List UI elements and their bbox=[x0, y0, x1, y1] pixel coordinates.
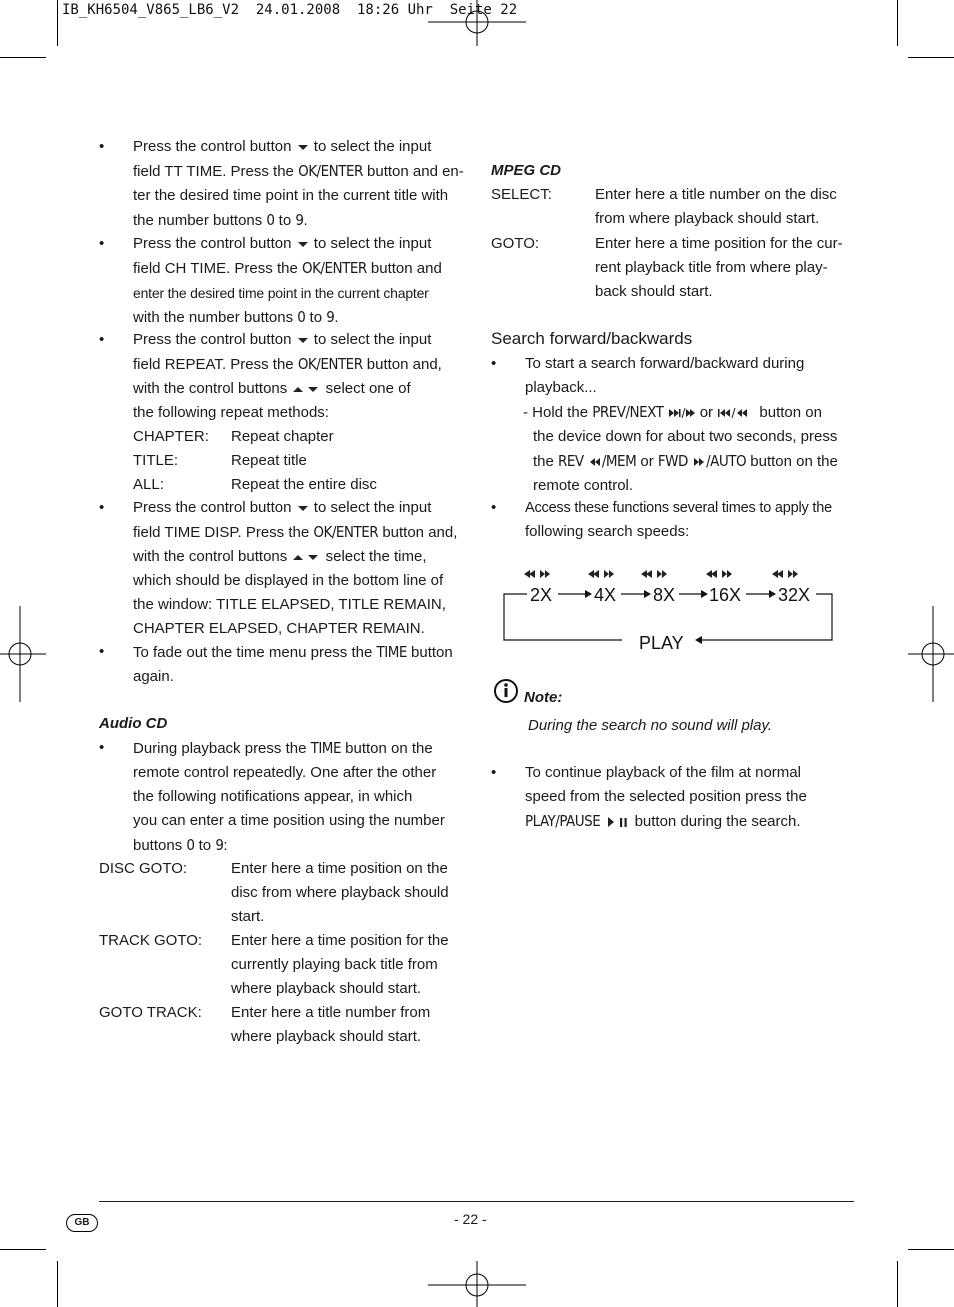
text: Access these functions several times to apply the bbox=[525, 500, 832, 516]
speed-label: 8X bbox=[653, 585, 676, 605]
text: or bbox=[695, 404, 718, 421]
speed-label: 32X bbox=[778, 585, 811, 605]
play-pause-icon bbox=[604, 816, 630, 828]
key-label: TIME bbox=[310, 739, 341, 757]
text: field bbox=[133, 524, 165, 541]
bullet-icon: • bbox=[491, 764, 497, 781]
text: To fade out the time menu press the bbox=[133, 644, 377, 661]
text: . Press the bbox=[226, 260, 302, 277]
desc: disc from where playback should bbox=[231, 884, 449, 901]
desc: where playback should start. bbox=[231, 1028, 422, 1045]
keyword: REPEAT bbox=[164, 356, 222, 373]
registration-mark-bottom bbox=[426, 1261, 528, 1307]
print-header: IB_KH6504_V865_LB6_V2 24.01.2008 18:26 Uhr Seite 22 bbox=[62, 2, 518, 18]
page-number: - 22 - bbox=[454, 1211, 487, 1227]
key-label: OK/ENTER bbox=[313, 523, 379, 541]
text: the bbox=[533, 453, 559, 470]
country-badge: GB bbox=[66, 1214, 98, 1232]
keyword: TITLE ELAPSED bbox=[216, 596, 331, 613]
def-title: TITLE: Repeat title bbox=[133, 452, 307, 469]
key-label: 0 bbox=[266, 211, 275, 229]
desc: Enter here a time position for the cur- bbox=[595, 235, 843, 252]
text: the following repeat methods: bbox=[133, 404, 329, 421]
desc: back should start. bbox=[595, 283, 713, 300]
text: the number buttons bbox=[133, 212, 267, 229]
key-label: FWD bbox=[657, 452, 688, 470]
key-label: PLAY/PAUSE bbox=[525, 812, 601, 830]
text: , bbox=[441, 596, 446, 613]
mpeg-cd-heading: MPEG CD bbox=[491, 162, 562, 179]
keyword: TT TIME bbox=[164, 163, 223, 180]
play-label: PLAY bbox=[639, 633, 684, 653]
text: to bbox=[274, 212, 296, 229]
text: to select the input bbox=[313, 331, 432, 348]
fast-forward-icon bbox=[692, 456, 706, 468]
registration-mark-right bbox=[908, 606, 954, 702]
text: button and bbox=[366, 260, 442, 277]
search-speed-diagram bbox=[498, 564, 838, 654]
speed-label: 16X bbox=[709, 585, 742, 605]
keyword: CH TIME bbox=[164, 260, 227, 277]
text: - Hold the bbox=[523, 404, 593, 421]
term: ALL bbox=[133, 476, 160, 493]
registration-mark-left bbox=[0, 606, 46, 702]
term: CHAPTER bbox=[133, 428, 205, 445]
term: SELECT bbox=[491, 186, 548, 203]
text: Press the control button bbox=[133, 331, 292, 348]
key-label: /MEM bbox=[601, 452, 637, 470]
search-heading: Search forward/backwards bbox=[491, 329, 693, 348]
up-down-arrows-icon bbox=[291, 384, 321, 394]
text: : bbox=[223, 837, 228, 854]
text: again. bbox=[133, 668, 174, 685]
text: During playback press the bbox=[133, 740, 311, 757]
text: button during the search. bbox=[630, 813, 801, 830]
key-label: OK/ENTER bbox=[301, 259, 367, 277]
desc: Repeat title bbox=[231, 452, 307, 469]
speed-label: 4X bbox=[594, 585, 617, 605]
text: . bbox=[334, 309, 339, 326]
text: To continue playback of the film at normal bbox=[525, 764, 801, 781]
text: Press the control button bbox=[133, 499, 292, 516]
bullet-icon: • bbox=[99, 138, 105, 155]
key-label: TIME bbox=[376, 643, 407, 661]
bullet-icon: • bbox=[99, 739, 105, 756]
text: with the number buttons bbox=[133, 309, 298, 326]
text: the following notifications appear, in which bbox=[133, 788, 413, 805]
text: . Press the bbox=[237, 524, 314, 541]
desc: start. bbox=[231, 908, 265, 925]
desc: Repeat the entire disc bbox=[231, 476, 377, 493]
text: field bbox=[133, 163, 165, 180]
text: , bbox=[330, 596, 339, 613]
text: button on the bbox=[746, 453, 838, 470]
desc: Repeat chapter bbox=[231, 428, 334, 445]
text: button on the bbox=[340, 740, 433, 757]
keyword: TIME DISP bbox=[164, 524, 238, 541]
text: . bbox=[420, 620, 425, 637]
bullet-icon: • bbox=[491, 355, 497, 372]
desc: from where playback should start. bbox=[595, 210, 820, 227]
text: remote control. bbox=[533, 477, 634, 494]
footer-rule bbox=[99, 1201, 854, 1202]
keyword: TITLE REMAIN bbox=[338, 596, 442, 613]
text: following search speeds: bbox=[525, 523, 690, 540]
bullet-icon: • bbox=[99, 499, 105, 516]
text: speed from the selected position press the bbox=[525, 788, 807, 805]
text: field bbox=[133, 356, 165, 373]
key-label: REV bbox=[558, 452, 584, 470]
key-label: /AUTO bbox=[706, 452, 747, 470]
text: button bbox=[406, 644, 453, 661]
def-chapter: CHAPTER: Repeat chapter bbox=[133, 428, 334, 445]
text: the window: bbox=[133, 596, 217, 613]
down-arrow-icon bbox=[296, 142, 310, 152]
text: button and, bbox=[378, 524, 458, 541]
text: to select the input bbox=[313, 138, 432, 155]
note-label: Note: bbox=[524, 689, 563, 706]
text: , bbox=[278, 620, 287, 637]
note-text: During the search no sound will play. bbox=[528, 717, 773, 734]
text: with the control buttons bbox=[133, 548, 288, 565]
rew-ff-icons bbox=[524, 570, 798, 578]
down-arrow-icon bbox=[296, 335, 310, 345]
text: ter the desired time point in the current title with bbox=[133, 187, 449, 204]
text: Press the control button bbox=[133, 235, 292, 252]
term: GOTO bbox=[491, 235, 535, 252]
text: to bbox=[194, 837, 216, 854]
key-label: OK/ENTER bbox=[297, 355, 363, 373]
text: To start a search forward/backward during bbox=[525, 355, 805, 372]
info-icon bbox=[493, 678, 519, 704]
desc: Enter here a time position for the bbox=[231, 932, 449, 949]
term: TRACK GOTO bbox=[99, 932, 198, 949]
keyword: CHAPTER ELAPSED bbox=[133, 620, 279, 637]
up-down-arrows-icon bbox=[291, 552, 321, 562]
desc: currently playing back title from bbox=[231, 956, 438, 973]
text: . Press the bbox=[221, 356, 298, 373]
text: remote control repeatedly. One after the other bbox=[133, 764, 437, 781]
text: playback... bbox=[525, 379, 597, 396]
audio-cd-heading: Audio CD bbox=[99, 715, 168, 732]
desc: where playback should start. bbox=[231, 980, 422, 997]
key-label: OK/ENTER bbox=[298, 162, 363, 180]
text: select the time, bbox=[325, 548, 427, 565]
key-label: 9 bbox=[295, 211, 304, 229]
bullet-icon: • bbox=[99, 331, 105, 348]
speed-label: 2X bbox=[530, 585, 553, 605]
key-label: 0 bbox=[297, 308, 306, 326]
text: with the control buttons bbox=[133, 380, 288, 397]
key-label: 9 bbox=[215, 836, 224, 854]
term: TITLE bbox=[133, 452, 174, 469]
key-label: PREV/NEXT bbox=[592, 403, 664, 421]
desc: Enter here a title number on the disc bbox=[595, 186, 837, 203]
text: buttons bbox=[133, 837, 187, 854]
desc: Enter here a title number from bbox=[231, 1004, 431, 1021]
text: button and, bbox=[362, 356, 442, 373]
text: . bbox=[303, 212, 308, 229]
desc: Enter here a time position on the bbox=[231, 860, 448, 877]
desc: rent playback title from where play- bbox=[595, 259, 828, 276]
def-all: ALL: Repeat the entire disc bbox=[133, 476, 377, 493]
text: button on bbox=[755, 404, 822, 421]
text: to select the input bbox=[313, 499, 432, 516]
key-label: 9 bbox=[326, 308, 335, 326]
term: DISC GOTO bbox=[99, 860, 183, 877]
text: button and en- bbox=[362, 163, 464, 180]
key-label: 0 bbox=[186, 836, 195, 854]
term: GOTO TRACK bbox=[99, 1004, 198, 1021]
text: you can enter a time position using the number bbox=[133, 812, 445, 829]
keyword: CHAPTER REMAIN bbox=[286, 620, 421, 637]
rewind-icon bbox=[588, 456, 602, 468]
prev-rev-icon bbox=[717, 407, 755, 419]
text: the device down for about two seconds, press bbox=[533, 428, 838, 445]
text: field bbox=[133, 260, 165, 277]
text: enter the desired time point in the current chapter bbox=[133, 285, 429, 301]
text: which should be displayed in the bottom line of bbox=[133, 572, 444, 589]
bullet-icon: • bbox=[99, 643, 105, 660]
down-arrow-icon bbox=[296, 503, 310, 513]
registration-mark-top bbox=[426, 0, 528, 46]
down-arrow-icon bbox=[296, 239, 310, 249]
bullet-icon: • bbox=[99, 235, 105, 252]
text: to select the input bbox=[313, 235, 432, 252]
text: select one of bbox=[325, 380, 411, 397]
next-prev-icon bbox=[668, 407, 696, 419]
text: to bbox=[305, 309, 327, 326]
bullet-icon: • bbox=[491, 499, 497, 516]
text: or bbox=[636, 453, 658, 470]
text: Press the control button bbox=[133, 138, 292, 155]
text: . Press the bbox=[222, 163, 299, 180]
